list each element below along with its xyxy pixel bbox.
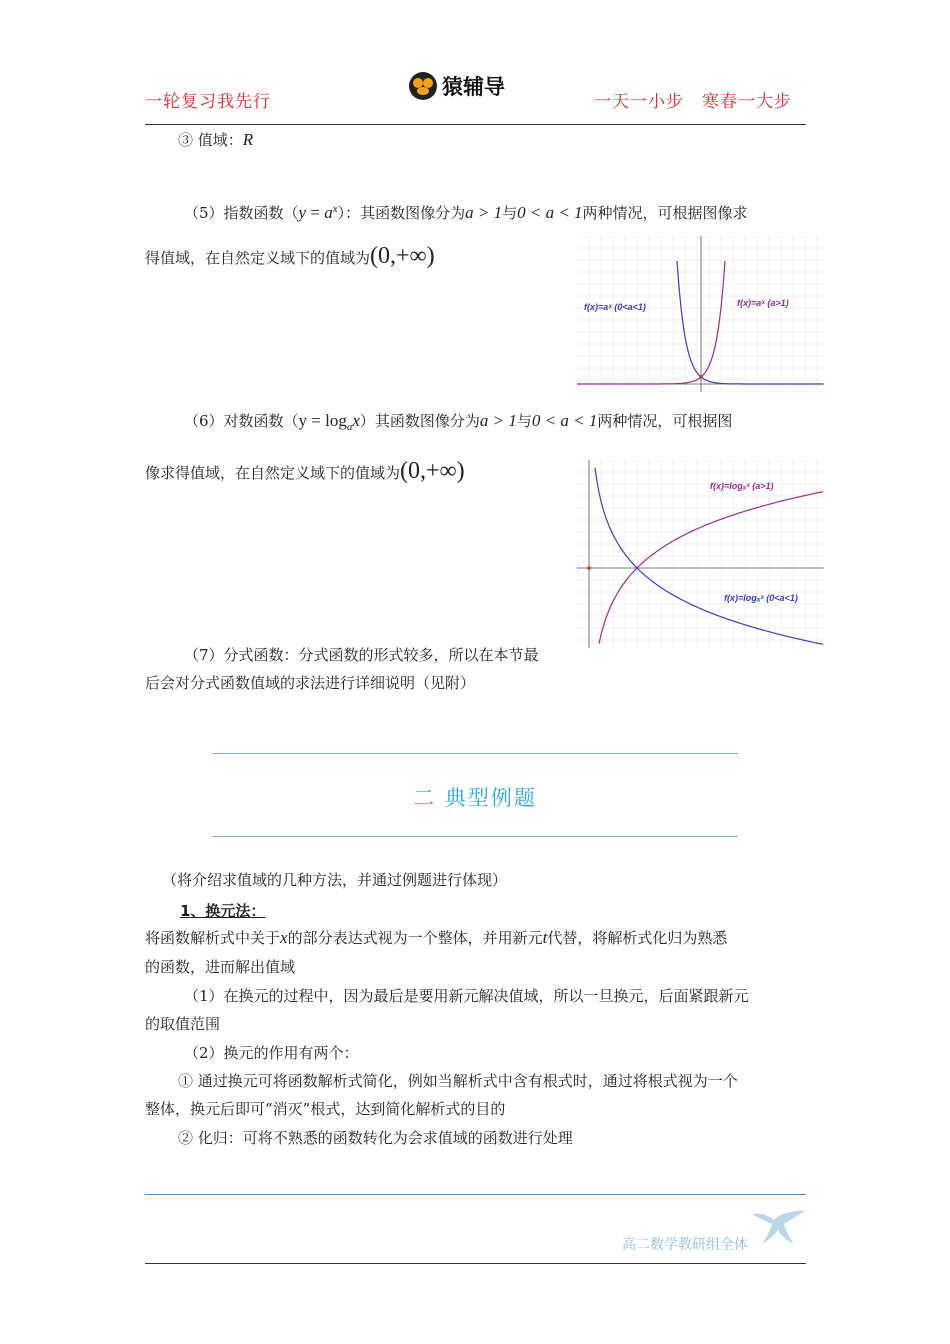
log-chart-grid	[577, 460, 824, 648]
log-origin-point	[587, 566, 591, 570]
exp-range: (0,+∞)	[370, 243, 435, 269]
log-label: （6）对数函数（	[184, 412, 299, 430]
method1-paragraph-line1	[145, 928, 727, 948]
intro-text: （将介绍求值域的几种方法，并通过例题进行体现）	[162, 871, 508, 889]
point1-line2: 的取值范围	[145, 1015, 221, 1033]
p1-part-b: 的部分表达式视为一个整体，并用新元	[287, 929, 543, 947]
exp-formula-y: y	[298, 203, 307, 222]
effect1-line1: ① 通过换元可将函数解析式简化，例如当解析式中含有根式时，通过将根式视为一个	[178, 1072, 738, 1090]
exp-formula-exp: x	[332, 203, 338, 215]
exp-text2: 两种情况，可根据图像求	[582, 204, 748, 222]
log-paragraph-line2	[145, 458, 465, 484]
exp-intersection-point	[699, 375, 703, 379]
exp-line2: 得值域，在自然定义域下的值域为	[145, 249, 371, 267]
exp-text1: ）：其函数图像分为	[337, 204, 466, 222]
log-formula: y = log	[298, 411, 347, 430]
exp-label-decreasing: f(x)=aˣ (0<a<1)	[584, 302, 646, 312]
exp-label-increasing: f(x)=aˣ (a>1)	[737, 298, 789, 308]
method1-heading: 1、换元法：	[180, 902, 266, 920]
footer-text: 高二数学教研组全体	[622, 1237, 748, 1253]
header-left-slogan: 一轮复习我先行	[145, 92, 271, 112]
brand-logo	[408, 70, 505, 102]
logo-text: 猿辅导	[442, 75, 505, 99]
log-mid: 与	[516, 412, 532, 430]
log-paragraph-line1	[184, 411, 732, 437]
exponential-chart	[577, 236, 824, 392]
range-item-3	[178, 130, 253, 150]
log-formula-sub: a	[346, 421, 353, 433]
footer-bird-icon	[750, 1208, 810, 1248]
log-cond1: a > 1	[479, 411, 517, 430]
point1-line1: （1）在换元的过程中，因为最后是要用新元解决值域，所以一旦换元，后面紧跟新元	[184, 987, 749, 1005]
p1-var-x: x	[280, 928, 288, 947]
exp-chart-grid	[577, 236, 824, 392]
section-bottom-rule	[212, 836, 738, 837]
footer-top-rule	[145, 1194, 806, 1195]
log-label-increasing: f(x)=logₐˣ (a>1)	[710, 481, 774, 491]
method1-paragraph-line2: 的函数，进而解出值域	[145, 958, 296, 976]
effect2-line: ② 化归：可将不熟悉的函数转化为会求值域的函数进行处理	[178, 1129, 573, 1147]
logarithm-chart	[577, 460, 824, 648]
log-text2: 两种情况，可根据图	[597, 412, 733, 430]
frac-paragraph-line2: 后会对分式函数值域的求法进行详细说明（见附）	[145, 674, 476, 692]
exp-series-increasing	[577, 261, 725, 384]
header-right-slogan: 一天一小步 寒春一大步	[594, 92, 792, 112]
header-divider	[145, 124, 806, 125]
exp-series-decreasing	[677, 261, 823, 384]
exp-formula-eq: =	[306, 203, 325, 222]
section-top-rule	[212, 753, 738, 754]
range-item-3-value: R	[242, 130, 254, 149]
exp-cond2: 0 < a < 1	[517, 203, 583, 222]
exp-mid: 与	[502, 204, 518, 222]
exp-label: （5）指数函数（	[184, 204, 299, 222]
p1-part-a: 将函数解析式中关于	[145, 929, 281, 947]
log-range: (0,+∞)	[400, 458, 465, 484]
p1-var-t: t	[542, 928, 548, 947]
section-title: 二 典型例题	[413, 786, 537, 810]
point2-heading: （2）换元的作用有两个：	[184, 1044, 359, 1062]
range-item-3-label: ③ 值域：	[178, 131, 243, 149]
log-formula-x: x	[352, 411, 360, 430]
exp-formula-a: a	[324, 203, 333, 222]
exp-cond1: a > 1	[465, 203, 503, 222]
log-label-decreasing: f(x)=logₐˣ (0<a<1)	[724, 593, 798, 603]
exp-paragraph-line1	[184, 199, 748, 223]
exp-paragraph-line2	[145, 243, 435, 269]
footer-bottom-rule	[145, 1263, 806, 1264]
effect1-line2: 整体，换元后即可“消灭”根式，达到简化解析式的目的	[145, 1100, 506, 1118]
log-text1: ）其函数图像分为	[359, 412, 480, 430]
frac-paragraph-line1: （7）分式函数：分式函数的形式较多，所以在本节最	[184, 646, 539, 664]
monkey-logo-icon	[408, 71, 438, 101]
p1-part-c: 代替，将解析式化归为熟悉	[547, 929, 728, 947]
log-line2: 像求得值域，在自然定义域下的值域为	[145, 464, 401, 482]
log-cond2: 0 < a < 1	[531, 411, 598, 430]
